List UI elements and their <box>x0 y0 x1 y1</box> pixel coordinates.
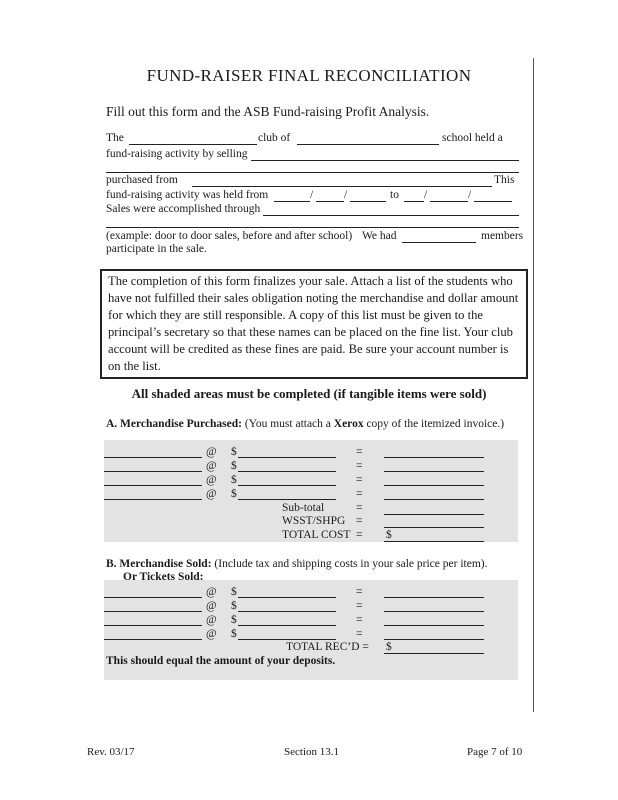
label-this: This <box>494 174 515 186</box>
member-count-field[interactable] <box>402 242 476 243</box>
sold-item-field-1[interactable] <box>104 597 202 598</box>
sold-at-4: @ <box>206 628 217 640</box>
purchased-amount-field-1[interactable] <box>384 457 484 458</box>
sold-equals-1: = <box>356 586 363 598</box>
purchased-dollar-1: $ <box>231 446 237 458</box>
label-we-had: We had <box>362 230 397 242</box>
purchased-amount-field-2[interactable] <box>384 471 484 472</box>
purchased-price-field-3[interactable] <box>238 485 336 486</box>
end-day-field[interactable] <box>430 201 468 202</box>
sold-price-field-3[interactable] <box>238 625 336 626</box>
label-activity-selling: fund-raising activity by selling <box>106 148 248 160</box>
footer-rev: Rev. 03/17 <box>87 746 135 758</box>
label-held-from: fund-raising activity was held from <box>106 189 269 201</box>
purchased-at-1: @ <box>206 446 217 458</box>
purchased-at-3: @ <box>206 474 217 486</box>
purchased-item-field-3[interactable] <box>104 485 202 486</box>
purchased-price-field-1[interactable] <box>238 457 336 458</box>
purchased-price-field-4[interactable] <box>238 499 336 500</box>
total-recd-label: TOTAL REC’D = <box>286 641 369 653</box>
total-cost-field[interactable] <box>384 541 484 542</box>
shaded-areas-heading: All shaded areas must be completed (if tangible items were sold) <box>131 386 487 401</box>
sold-item-field-4[interactable] <box>104 639 202 640</box>
selling-item-field-2[interactable] <box>106 172 519 173</box>
sold-price-field-1[interactable] <box>238 597 336 598</box>
sold-dollar-2: $ <box>231 600 237 612</box>
purchased-dollar-4: $ <box>231 488 237 500</box>
sold-price-field-4[interactable] <box>238 639 336 640</box>
sold-dollar-4: $ <box>231 628 237 640</box>
page-title: FUND-RAISER FINAL RECONCILIATION <box>146 66 472 85</box>
label-participate: participate in the sale. <box>106 243 207 255</box>
sold-amount-field-3[interactable] <box>384 625 484 626</box>
sold-equals-4: = <box>356 628 363 640</box>
sold-amount-field-1[interactable] <box>384 597 484 598</box>
vendor-field[interactable] <box>192 186 492 187</box>
sales-method-field[interactable] <box>263 215 519 216</box>
sold-dollar-1: $ <box>231 586 237 598</box>
start-year-field[interactable] <box>350 201 386 202</box>
sold-item-field-3[interactable] <box>104 625 202 626</box>
total-recd-field[interactable] <box>384 653 484 654</box>
sold-at-1: @ <box>206 586 217 598</box>
section-b-heading: B. Merchandise Sold: (Include tax and shipping costs in your sale price per item). <box>106 558 488 570</box>
label-the: The <box>106 132 124 144</box>
purchased-equals-2: = <box>356 460 363 472</box>
notice-box <box>100 269 528 379</box>
label-school-held: school held a <box>442 132 503 144</box>
sold-equals-3: = <box>356 614 363 626</box>
form-subtitle: Fill out this form and the ASB Fund-raising Profit Analysis. <box>106 104 430 119</box>
start-day-field[interactable] <box>316 201 344 202</box>
sold-amount-field-4[interactable] <box>384 639 484 640</box>
sold-amount-field-2[interactable] <box>384 611 484 612</box>
label-example: (example: door to door sales, before and after school) <box>106 230 353 242</box>
purchased-amount-field-3[interactable] <box>384 485 484 486</box>
start-month-field[interactable] <box>274 201 310 202</box>
section-a-heading: A. Merchandise Purchased: (You must attach a Xerox copy of the itemized invoice.) <box>106 418 505 430</box>
deposits-note: This should equal the amount of your deposits. <box>106 655 336 667</box>
wsst-field[interactable] <box>384 527 484 528</box>
wsst-label: WSST/SHPG <box>282 515 346 527</box>
subtotal-field[interactable] <box>384 514 484 515</box>
purchased-price-field-2[interactable] <box>238 471 336 472</box>
end-month-field[interactable] <box>404 201 424 202</box>
label-members: members <box>481 230 524 242</box>
purchased-at-4: @ <box>206 488 217 500</box>
sold-price-field-2[interactable] <box>238 611 336 612</box>
purchased-equals-3: = <box>356 474 363 486</box>
page-edge-rule <box>533 58 534 712</box>
label-purchased-from: purchased from <box>106 174 178 186</box>
sales-method-field-2[interactable] <box>106 227 519 228</box>
purchased-dollar-3: $ <box>231 474 237 486</box>
sold-equals-2: = <box>356 600 363 612</box>
label-club-of: club of <box>258 132 291 144</box>
total-cost-label: TOTAL COST <box>282 529 351 541</box>
purchased-item-field-1[interactable] <box>104 457 202 458</box>
purchased-at-2: @ <box>206 460 217 472</box>
purchased-equals-4: = <box>356 488 363 500</box>
school-name-field[interactable] <box>297 144 439 145</box>
purchased-equals-1: = <box>356 446 363 458</box>
end-year-field[interactable] <box>474 201 512 202</box>
purchased-dollar-2: $ <box>231 460 237 472</box>
footer-page: Page 7 of 10 <box>467 746 523 758</box>
footer-section: Section 13.1 <box>284 746 339 758</box>
sold-item-field-2[interactable] <box>104 611 202 612</box>
purchased-item-field-2[interactable] <box>104 471 202 472</box>
subtotal-label: Sub-total <box>282 502 325 514</box>
purchased-amount-field-4[interactable] <box>384 499 484 500</box>
sold-at-2: @ <box>206 600 217 612</box>
label-to: to <box>390 189 399 201</box>
selling-item-field[interactable] <box>251 160 519 161</box>
notice-text: The completion of this form finalizes your sale. Attach a list of the students who have not fulfilled their sales obligation noting the merchandise and dollar amount for which they are still responsible. A copy of this list must be given to the principal’s secretary so that these names can be placed on the fine list. Your club account will be credited as these fines are paid. Be sure your account number is on the list. <box>108 274 519 373</box>
purchased-item-field-4[interactable] <box>104 499 202 500</box>
sold-dollar-3: $ <box>231 614 237 626</box>
sold-at-3: @ <box>206 614 217 626</box>
label-sales-through: Sales were accomplished through <box>106 203 261 215</box>
club-name-field[interactable] <box>129 144 257 145</box>
or-tickets-label: Or Tickets Sold: <box>123 571 204 583</box>
